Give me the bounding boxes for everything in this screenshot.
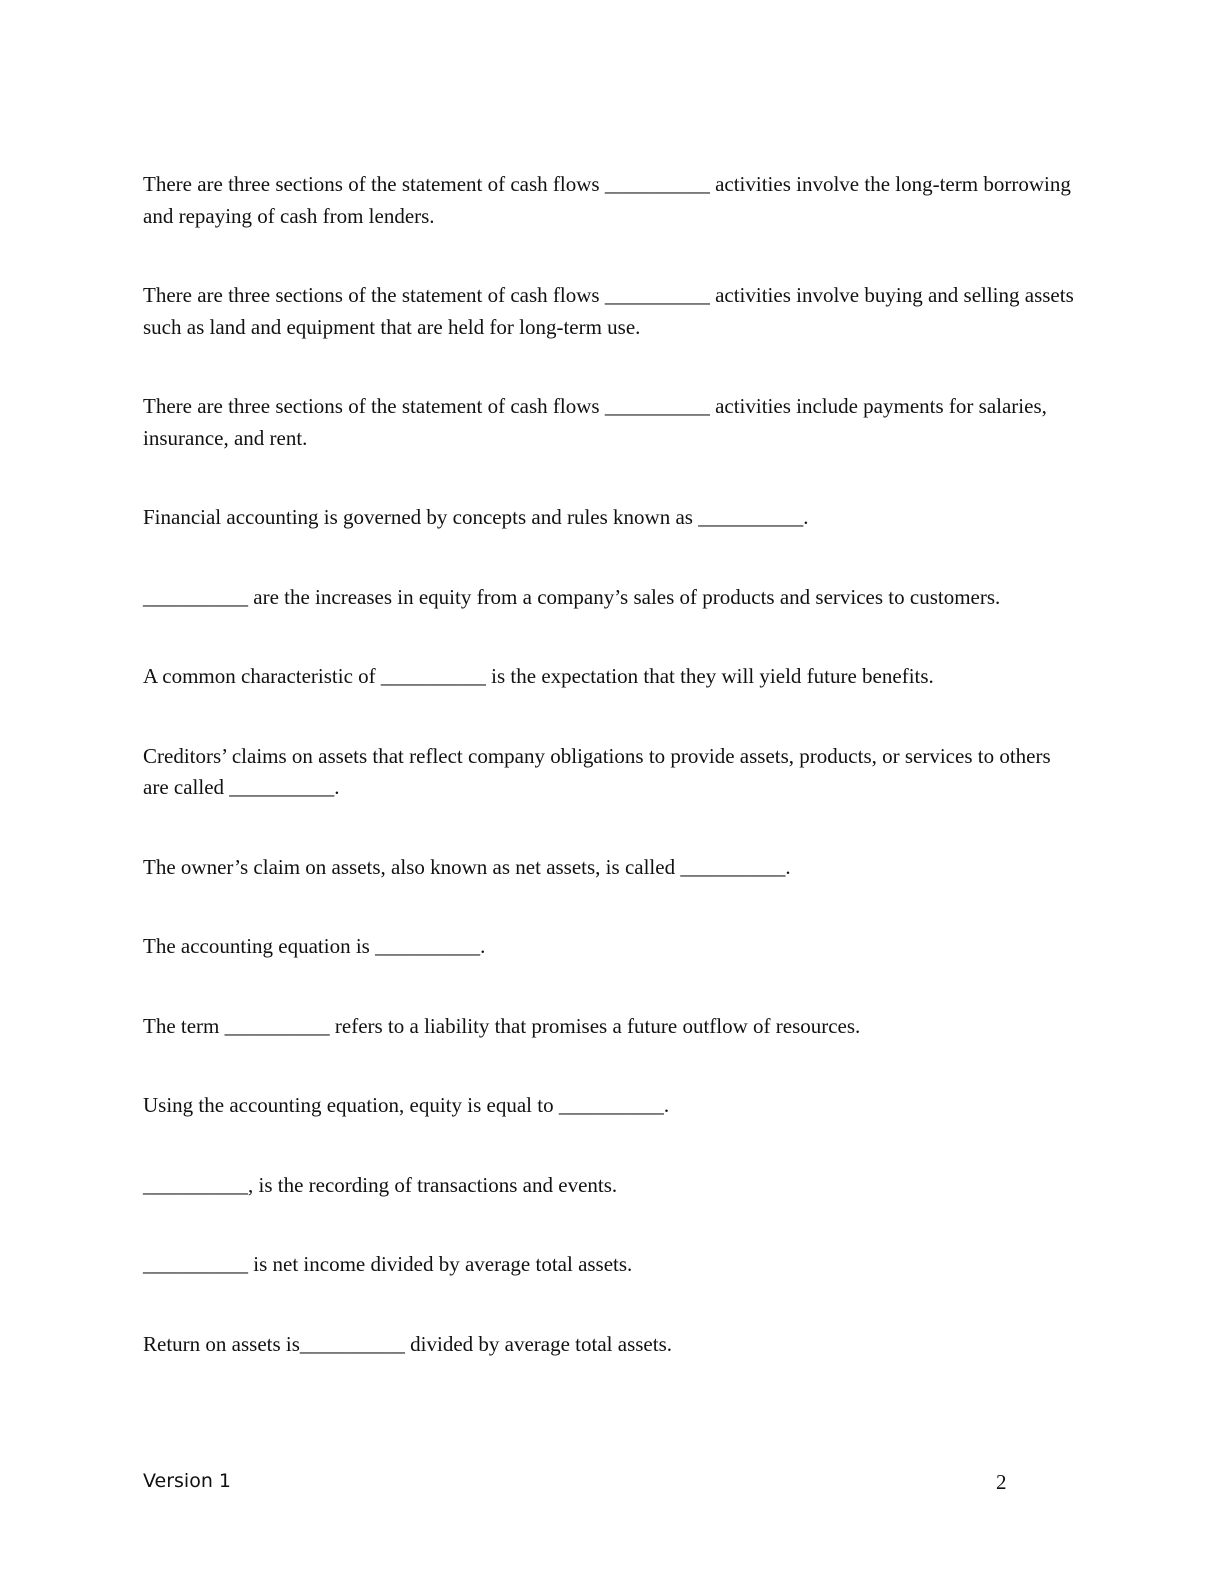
question-2: There are three sections of the statement of cash flows __________ activities involve buying and selling assets such as land and equipment that are held for long-term use. <box>143 283 1074 339</box>
question-4: Financial accounting is governed by concepts and rules known as __________. <box>143 505 809 529</box>
question-list <box>143 169 1078 1408</box>
question-8: The owner’s claim on assets, also known as net assets, is called __________. <box>143 854 791 879</box>
question-5: __________ are the increases in equity from a company’s sales of products and services to customers. <box>143 584 1001 609</box>
question-13: __________ is net income divided by average total assets. <box>143 1252 633 1276</box>
footer-page-number: 2 <box>996 1470 1007 1494</box>
question-11: Using the accounting equation, equity is equal to __________. <box>143 1093 670 1117</box>
footer-version-label: Version 1 <box>143 1470 231 1492</box>
question-1: There are three sections of the statement of cash flows __________ activities involve the long-term borrowing and repaying of cash from lenders. <box>143 172 1071 228</box>
question-12: __________, is the recording of transactions and events. <box>143 1172 618 1197</box>
question-14: Return on assets is__________ divided by average total assets. <box>143 1331 672 1356</box>
question-6: A common characteristic of __________ is the expectation that they will yield future benefits. <box>143 664 934 688</box>
question-10: The term __________ refers to a liability that promises a future outflow of resources. <box>143 1013 861 1038</box>
question-3: There are three sections of the statement of cash flows __________ activities include payments for salaries, insurance, and rent. <box>143 394 1047 450</box>
question-7: Creditors’ claims on assets that reflect company obligations to provide assets, products, or services to others are called __________. <box>143 743 1051 799</box>
question-9: The accounting equation is __________. <box>143 934 486 958</box>
